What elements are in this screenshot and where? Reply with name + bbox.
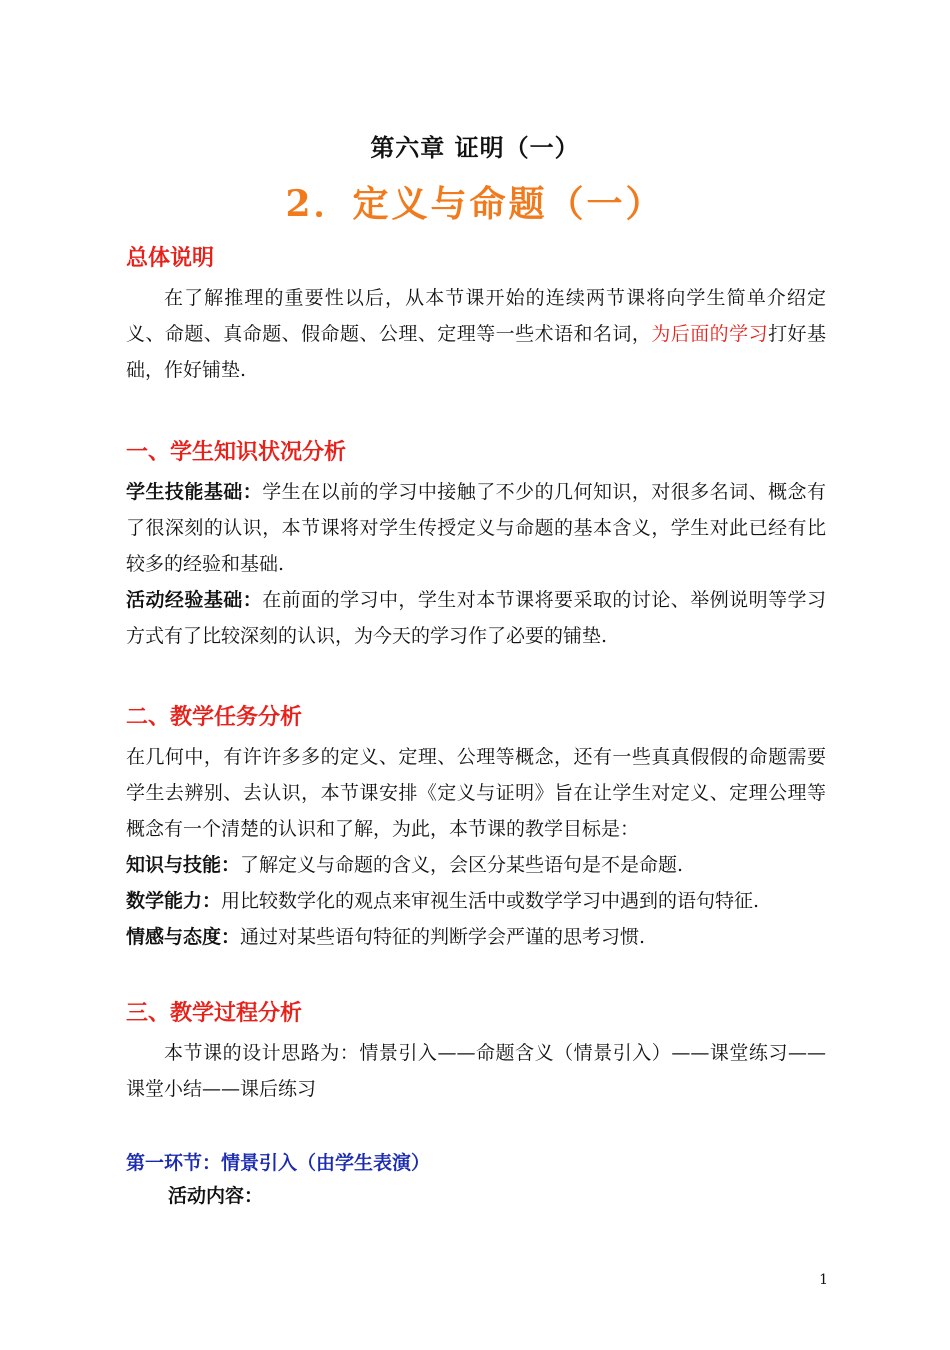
chapter-title: 第六章 证明（一） [370,133,580,162]
page-number: 1 [819,1272,828,1288]
section3-heading: 三、教学过程分析 [126,1000,303,1026]
section2-goal-term: 知识与技能： [126,854,241,876]
overview-text-end: 打好基础，作好铺垫. [126,323,826,381]
section2-goal-text: 了解定义与命题的含义，会区分某些语句是不是命题. [240,854,684,876]
section1-item [126,582,826,654]
section2-goal-text: 用比较数学化的观点来审视生活中或数学学习中遇到的语句特征. [221,890,760,912]
section1-item-text: 在前面的学习中，学生对本节课将要采取的讨论、举例说明等学习方式有了比较深刻的认识，为今天的学习作了必要的铺垫. [126,589,826,647]
section2-intro: 在几何中，有许许多多的定义、定理、公理等概念，还有一些真真假假的命题需要学生去辨别、去认识，本节课安排《定义与证明》旨在让学生对定义、定理公理等概念有一个清楚的认识和了解，为此，本节课的教学目标是： [126,746,826,840]
activity-label: 活动内容： [168,1185,264,1207]
step1-section [126,1147,826,1213]
section1-item [126,474,826,582]
section2-goal-term: 数学能力： [126,890,222,912]
overview-paragraph [126,280,826,388]
section3-text: 本节课的设计思路为：情景引入——命题含义（情景引入）——课堂练习——课堂小结——课后练习 [126,1042,826,1100]
section1-item-term: 活动经验基础： [126,589,263,611]
lesson-title: 2．定义与命题（一） [285,183,665,225]
section1-item-text: 学生在以前的学习中接触了不少的几何知识，对很多名词、概念有了很深刻的认识，本节课将对学生传授定义与命题的基本含义，学生对此已经有比较多的经验和基础. [126,481,826,575]
section2-goal-term: 情感与态度： [126,926,241,948]
section2-goal-text: 通过对某些语句特征的判断学会严谨的思考习惯. [240,926,646,948]
overview-heading: 总体说明 [126,245,215,271]
section-student-knowledge [126,434,826,654]
step1-heading: 第一环节：情景引入（由学生表演） [126,1152,431,1174]
section-process-analysis [126,995,826,1107]
section2-goal [126,919,826,955]
section2-goal [126,847,826,883]
section1-item-term: 学生技能基础： [126,481,263,503]
section1-heading: 一、学生知识状况分析 [126,439,347,465]
overview-highlight: 为后面的学习 [651,323,769,345]
section2-goal [126,883,826,919]
overview-text: 在了解推理的重要性以后，从本节课开始的连续两节课将向学生简单介绍定义、命题、真命题、假命题、公理、定理等一些术语和名词， [126,287,826,345]
section-task-analysis [126,699,826,955]
overview-section [126,240,826,388]
section2-heading: 二、教学任务分析 [126,704,303,730]
